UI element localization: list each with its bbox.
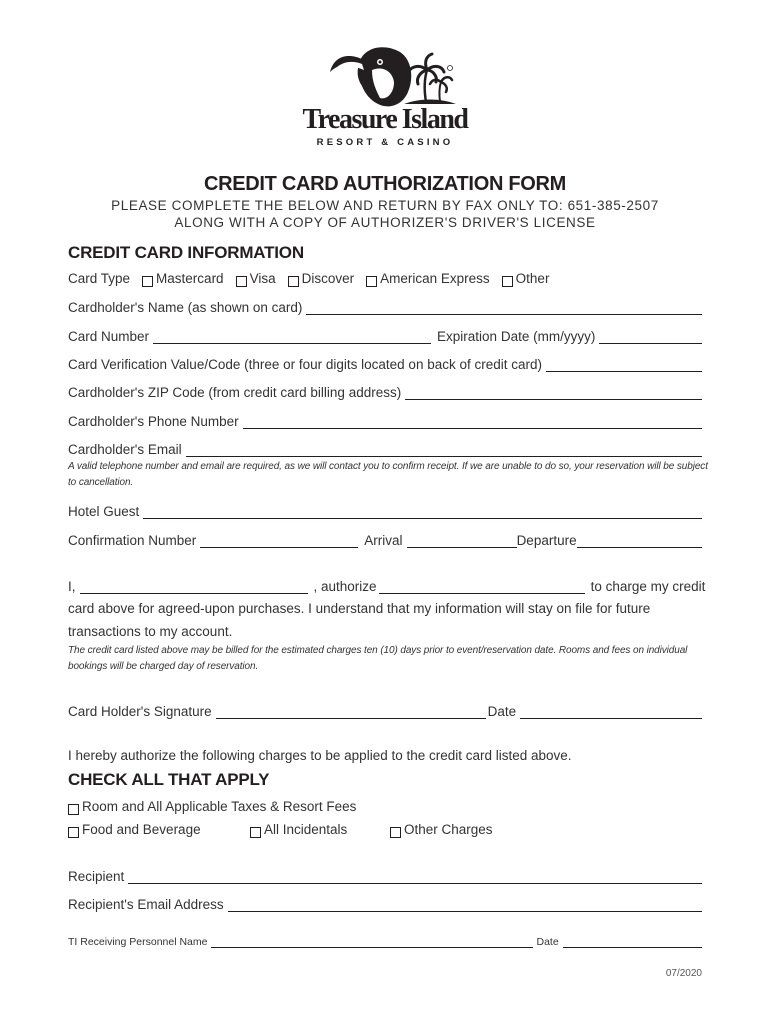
instruction-line-2: ALONG WITH A COPY OF AUTHORIZER'S DRIVER'S LICENSE <box>174 215 596 230</box>
room-charges-checkbox[interactable] <box>68 804 79 815</box>
authorize-label: , authorize <box>313 579 377 594</box>
incidentals-label: All Incidentals <box>264 822 348 837</box>
section-heading-credit-card: CREDIT CARD INFORMATION <box>68 243 304 262</box>
hotel-guest-row <box>68 499 702 519</box>
discover-label: Discover <box>301 271 355 286</box>
recipient-email-row <box>68 892 702 912</box>
cardholder-name-row <box>68 295 702 315</box>
card-type-row <box>68 266 702 286</box>
other-charges-label: Other Charges <box>404 822 493 837</box>
room-charges-row <box>68 794 702 814</box>
visa-checkbox[interactable] <box>236 276 247 287</box>
expiration-field[interactable] <box>599 330 702 344</box>
phone-field[interactable] <box>243 415 702 429</box>
arrival-label: Arrival <box>364 533 403 548</box>
signature-date-field[interactable] <box>520 705 702 719</box>
other-card-label: Other <box>515 271 550 286</box>
authorized-party-field[interactable] <box>379 580 585 594</box>
authorization-line-3: transactions to my account. <box>68 624 233 639</box>
food-beverage-label: Food and Beverage <box>82 822 201 837</box>
toucan-palm-icon <box>300 40 470 110</box>
expiration-label: Expiration Date (mm/yyyy) <box>437 329 596 344</box>
brand-logo <box>300 40 470 156</box>
departure-label: Departure <box>516 533 577 548</box>
cvv-label: Card Verification Value/Code (three or four digits located on back of credit card) <box>68 357 542 372</box>
zip-label: Cardholder's ZIP Code (from credit card billing address) <box>68 385 402 400</box>
signature-field[interactable] <box>216 705 486 719</box>
personnel-date-field[interactable] <box>563 937 702 948</box>
brand-subtitle: RESORT & CASINO <box>316 137 454 148</box>
cvv-field[interactable] <box>546 358 702 372</box>
card-number-label: Card Number <box>68 329 150 344</box>
amex-checkbox[interactable] <box>366 276 377 287</box>
authorizer-name-field[interactable] <box>80 580 308 594</box>
signature-date-label: Date <box>487 704 517 719</box>
recipient-label: Recipient <box>68 869 125 884</box>
instruction-line-1: PLEASE COMPLETE THE BELOW AND RETURN BY FAX ONLY TO: 651-385-2507 <box>111 198 659 213</box>
hotel-guest-field[interactable] <box>143 505 702 519</box>
mastercard-label: Mastercard <box>156 271 224 286</box>
recipient-email-field[interactable] <box>228 898 702 912</box>
card-number-row <box>68 324 702 344</box>
hotel-guest-label: Hotel Guest <box>68 504 140 519</box>
arrival-field[interactable] <box>407 534 517 548</box>
incidentals-checkbox[interactable] <box>250 827 261 838</box>
billing-note: The credit card listed above may be billed for the estimated charges ten (10) days prior to event/reservation date. Rooms and fees on individual bookings will be charged day of reservation. <box>68 645 688 672</box>
confirmation-label: Confirmation Number <box>68 533 197 548</box>
discover-checkbox[interactable] <box>288 276 299 287</box>
recipient-field[interactable] <box>128 870 702 884</box>
email-label: Cardholder's Email <box>68 442 182 457</box>
recipient-email-label: Recipient's Email Address <box>68 897 224 912</box>
room-charges-label: Room and All Applicable Taxes & Resort Fees <box>82 799 357 814</box>
charge-options-row <box>68 817 702 837</box>
food-beverage-checkbox[interactable] <box>68 827 79 838</box>
authorization-line-2: card above for agreed-upon purchases. I understand that my information will stay on file for future <box>68 601 651 616</box>
to-charge-label: to charge my credit <box>590 579 706 594</box>
form-title: CREDIT CARD AUTHORIZATION FORM <box>203 173 567 195</box>
contact-note: A valid telephone number and email are required, as we will contact you to confirm receipt. If we are unable to do so, your reservation will be subject to cancellation. <box>68 461 708 488</box>
zip-field[interactable] <box>405 386 702 400</box>
amex-label: American Express <box>380 271 490 286</box>
cardholder-name-field[interactable] <box>306 301 702 315</box>
email-row <box>68 437 702 457</box>
other-charges-checkbox[interactable] <box>390 827 401 838</box>
form-version: 07/2020 <box>665 968 702 979</box>
other-card-checkbox[interactable] <box>502 276 513 287</box>
cvv-row <box>68 352 702 372</box>
brand-name: Treasure Island <box>302 104 468 135</box>
card-number-field[interactable] <box>153 330 431 344</box>
personnel-row <box>68 928 702 948</box>
email-field[interactable] <box>186 443 702 457</box>
personnel-date-label: Date <box>536 936 559 948</box>
visa-label: Visa <box>249 271 276 286</box>
phone-row <box>68 409 702 429</box>
authorization-line-1 <box>68 574 706 594</box>
personnel-label: TI Receiving Personnel Name <box>68 936 208 948</box>
zip-row <box>68 380 702 400</box>
card-type-label: Card Type <box>68 271 131 286</box>
signature-row <box>68 699 702 719</box>
confirmation-field[interactable] <box>200 534 358 548</box>
hereby-authorize-text: I hereby authorize the following charges to be applied to the credit card listed above. <box>68 748 572 763</box>
recipient-row <box>68 864 702 884</box>
authorizer-prefix: I, <box>68 579 76 594</box>
cardholder-name-label: Cardholder's Name (as shown on card) <box>68 300 303 315</box>
mastercard-checkbox[interactable] <box>142 276 153 287</box>
signature-label: Card Holder's Signature <box>68 704 212 719</box>
departure-field[interactable] <box>577 534 702 548</box>
personnel-field[interactable] <box>211 937 533 948</box>
phone-label: Cardholder's Phone Number <box>68 414 239 429</box>
confirmation-row <box>68 528 702 548</box>
section-heading-check-all: CHECK ALL THAT APPLY <box>68 770 270 789</box>
